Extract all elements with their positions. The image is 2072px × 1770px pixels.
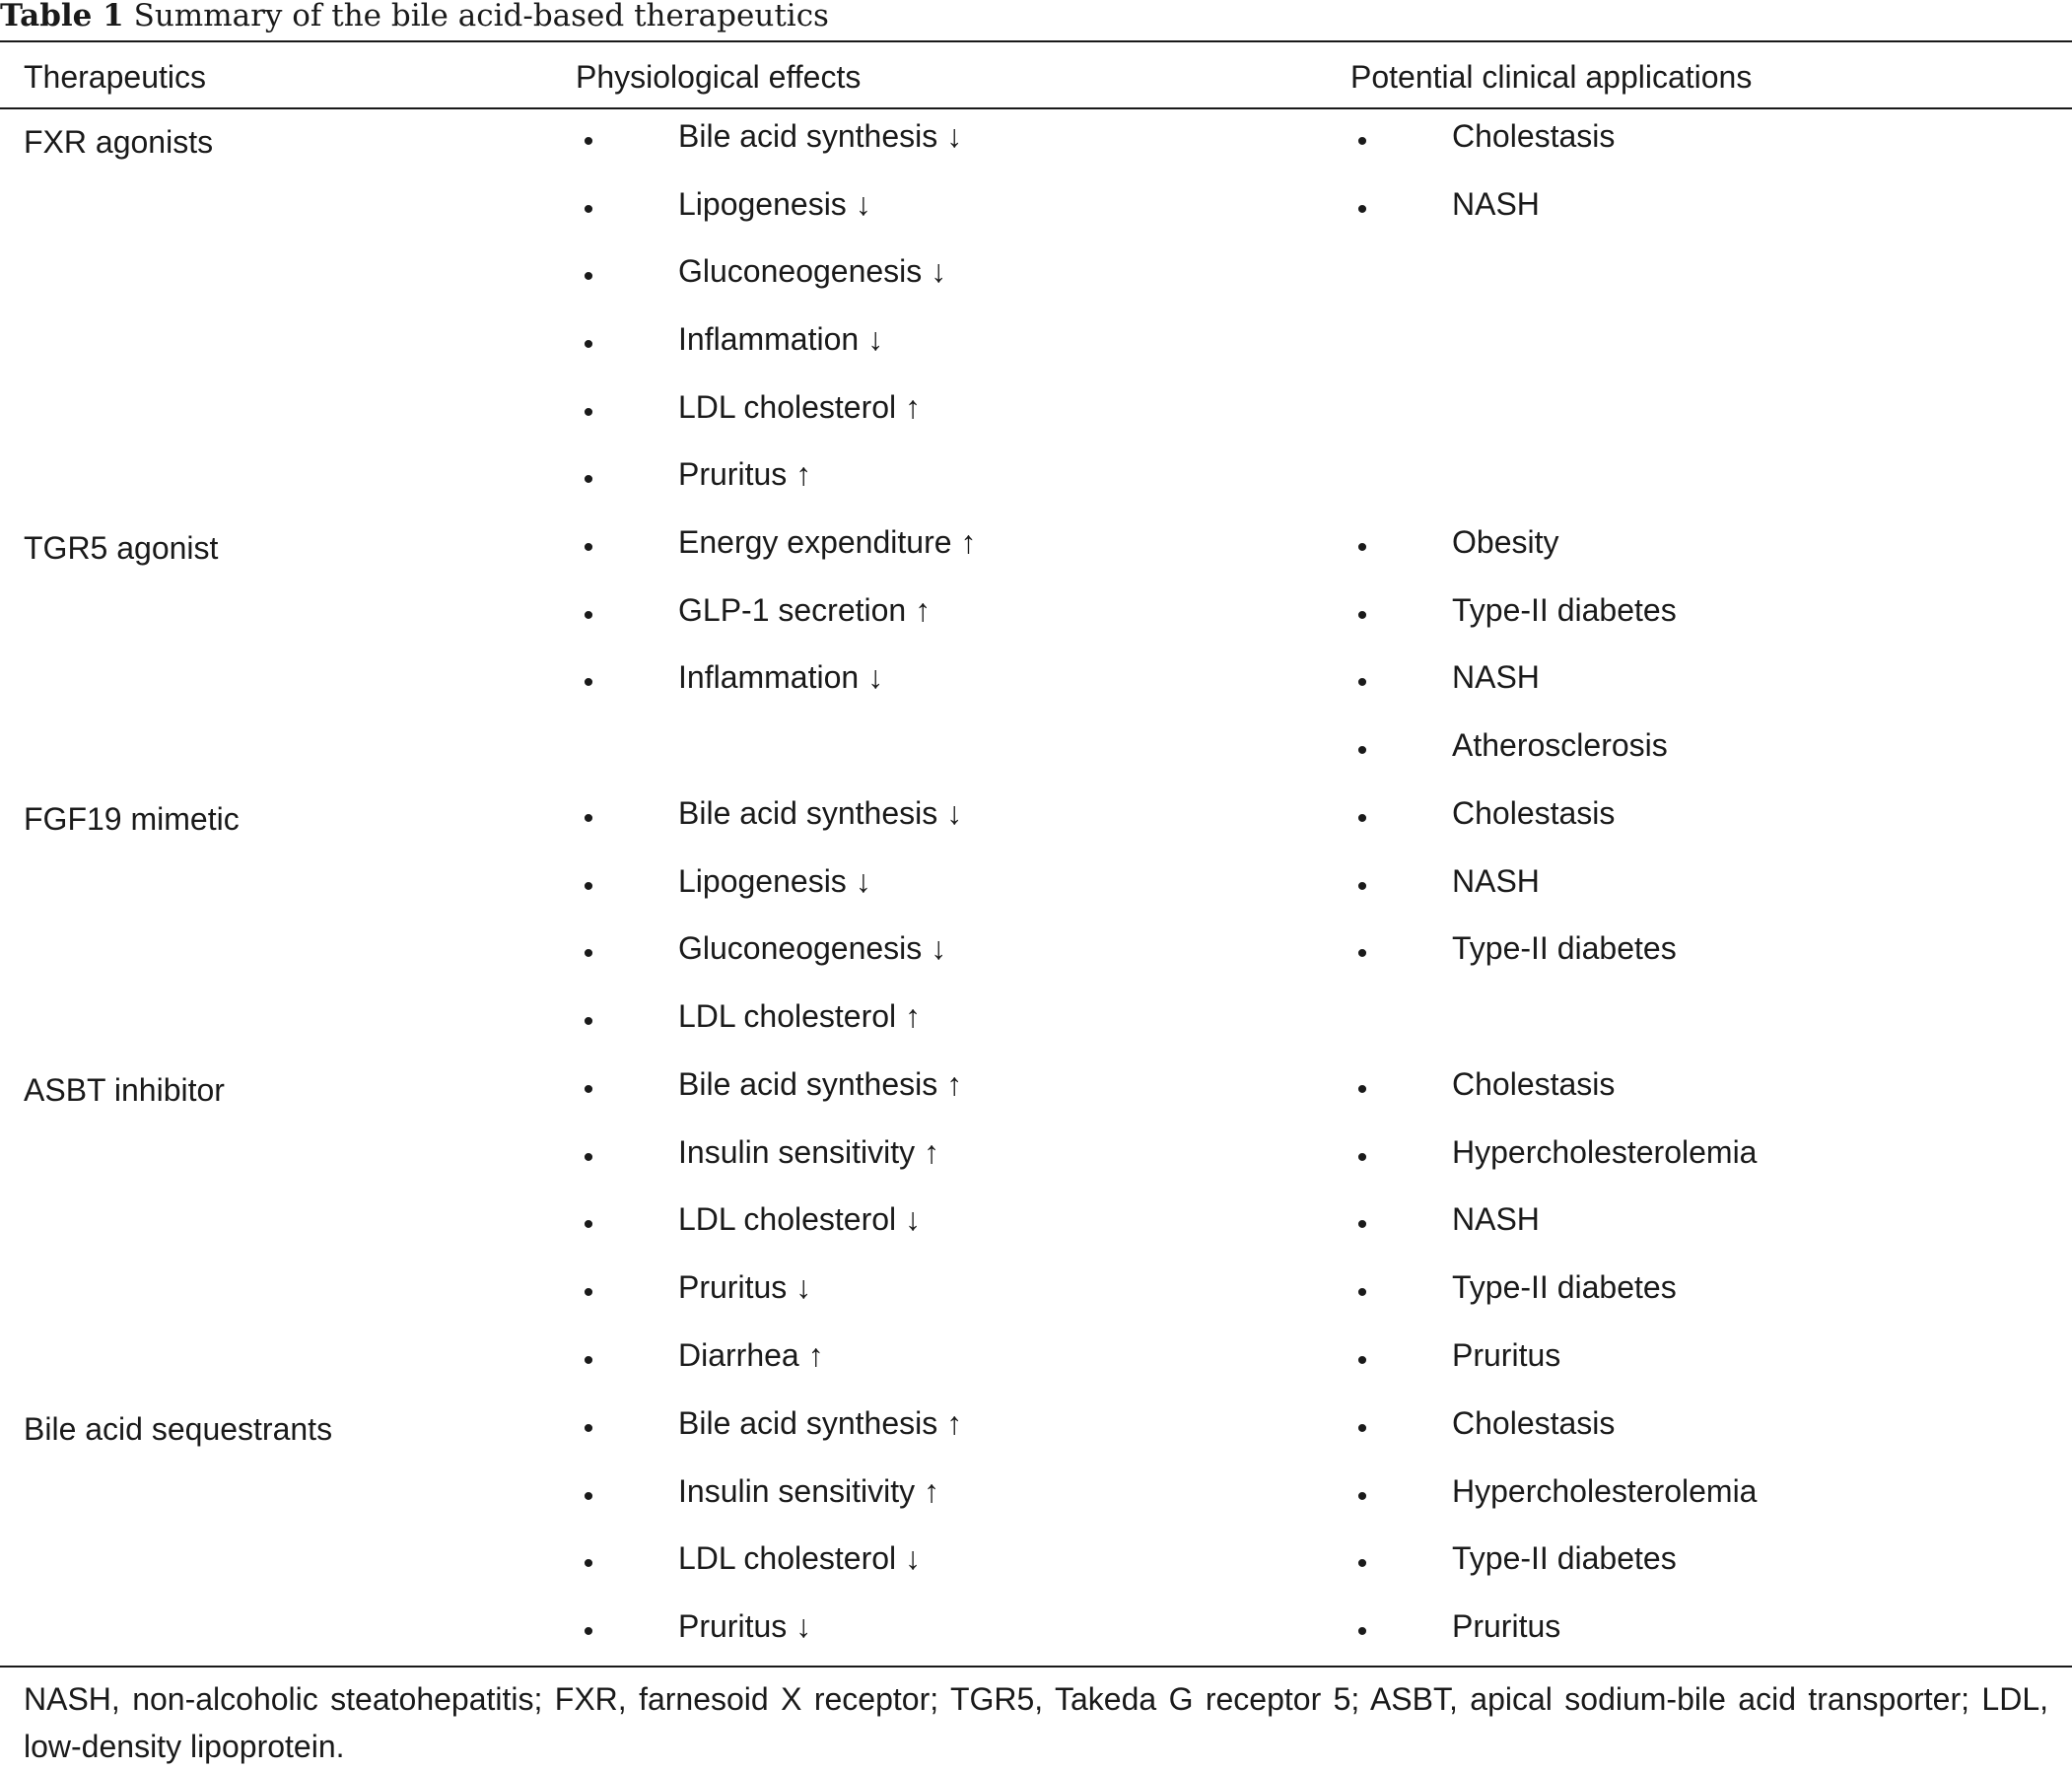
bullet-icon: • <box>1356 1547 1368 1581</box>
bullet-icon: • <box>583 260 594 294</box>
bullet-icon: • <box>1356 1615 1368 1649</box>
application-item-label: NASH <box>1452 659 1540 696</box>
application-item-label: Cholestasis <box>1452 795 1616 831</box>
bullet-icon: • <box>583 1208 594 1242</box>
bullet-icon: • <box>1356 125 1368 158</box>
effect-item-label: LDL cholesterol ↓ <box>678 1540 922 1577</box>
application-item-label: NASH <box>1452 1201 1540 1238</box>
application-item-label: Hypercholesterolemia <box>1452 1472 1758 1509</box>
effect-item-label: Pruritus ↓ <box>678 1269 812 1306</box>
bullet-icon: • <box>1356 734 1368 768</box>
application-item-label: Atherosclerosis <box>1452 727 1668 764</box>
bullet-icon: • <box>583 666 594 700</box>
effect-item-label: Pruritus ↑ <box>678 456 812 493</box>
bullet-icon: • <box>1356 1140 1368 1174</box>
bullet-icon: • <box>1356 1479 1368 1513</box>
bullet-icon: • <box>583 1343 594 1377</box>
application-item-label: Cholestasis <box>1452 1066 1616 1102</box>
table-row <box>0 1062 2072 1401</box>
effect-item-label: Bile acid synthesis ↓ <box>678 795 963 831</box>
table-title: Summary of the bile acid-based therapeutics <box>133 0 829 34</box>
bullet-icon: • <box>583 1615 594 1649</box>
bullet-icon: • <box>583 598 594 632</box>
table-row <box>0 791 2072 1062</box>
bullet-icon: • <box>583 1005 594 1039</box>
therapeutic-name: TGR5 agonist <box>24 530 219 566</box>
bullet-icon: • <box>583 1547 594 1581</box>
therapeutic-name: ASBT inhibitor <box>24 1072 225 1108</box>
bullet-icon: • <box>583 328 594 362</box>
application-item-label: Cholestasis <box>1452 1405 1616 1441</box>
bottom-rule <box>0 1666 2072 1668</box>
bullet-icon: • <box>1356 531 1368 564</box>
top-rule <box>0 40 2072 42</box>
application-item-label: NASH <box>1452 185 1540 222</box>
bullet-icon: • <box>1356 802 1368 835</box>
bullet-icon: • <box>583 125 594 158</box>
table-row <box>0 114 2072 520</box>
application-item-label: Pruritus <box>1452 1336 1561 1373</box>
application-item-label: Type-II diabetes <box>1452 1540 1677 1577</box>
therapeutic-name: FGF19 mimetic <box>24 801 240 837</box>
bullet-icon: • <box>1356 1412 1368 1445</box>
table-caption <box>0 0 829 33</box>
effect-item-label: GLP-1 secretion ↑ <box>678 591 932 628</box>
effect-item-label: Bile acid synthesis ↑ <box>678 1066 963 1102</box>
effect-item-label: LDL cholesterol ↑ <box>678 388 922 425</box>
bullet-icon: • <box>583 1412 594 1445</box>
bullet-icon: • <box>1356 1208 1368 1242</box>
bullet-icon: • <box>583 531 594 564</box>
therapeutic-name: FXR agonists <box>24 124 214 160</box>
application-item-label: Cholestasis <box>1452 118 1616 154</box>
effect-item-label: Inflammation ↓ <box>678 659 884 696</box>
effect-item-label: LDL cholesterol ↑ <box>678 998 922 1035</box>
table-label: Table 1 <box>0 0 124 34</box>
effect-item-label: Pruritus ↓ <box>678 1608 812 1645</box>
application-item-label: Type-II diabetes <box>1452 591 1677 628</box>
effect-item-label: Insulin sensitivity ↑ <box>678 1133 939 1170</box>
bullet-icon: • <box>583 1276 594 1310</box>
bullet-icon: • <box>583 1140 594 1174</box>
bullet-icon: • <box>1356 1276 1368 1310</box>
bullet-icon: • <box>1356 937 1368 971</box>
effect-item-label: Inflammation ↓ <box>678 321 884 358</box>
bullet-icon: • <box>583 1479 594 1513</box>
table-footnote: NASH, non-alcoholic steatohepatitis; FXR, farnesoid X receptor; TGR5, Takeda G receptor 5; ASBT, apical sodium-bile acid transporter; LDL, low-density lipoprotein. <box>24 1681 2048 1764</box>
effect-item-label: Lipogenesis ↓ <box>678 862 871 899</box>
bullet-icon: • <box>583 937 594 971</box>
header-physiological-effects: Physiological effects <box>576 59 862 95</box>
bullet-icon: • <box>583 869 594 903</box>
bullet-icon: • <box>1356 1073 1368 1106</box>
effect-item-label: Gluconeogenesis ↓ <box>678 930 947 967</box>
application-item-label: NASH <box>1452 862 1540 899</box>
table-row <box>0 520 2072 791</box>
effect-item-label: LDL cholesterol ↓ <box>678 1201 922 1238</box>
application-item-label: Type-II diabetes <box>1452 930 1677 967</box>
header-rule <box>0 107 2072 109</box>
effect-item-label: Gluconeogenesis ↓ <box>678 253 947 290</box>
effect-item-label: Energy expenditure ↑ <box>678 524 977 560</box>
header-clinical-applications: Potential clinical applications <box>1350 59 1753 95</box>
effect-item-label: Bile acid synthesis ↓ <box>678 118 963 154</box>
header-therapeutics: Therapeutics <box>24 59 206 95</box>
effect-item-label: Lipogenesis ↓ <box>678 185 871 222</box>
bullet-icon: • <box>583 463 594 497</box>
effect-item-label: Insulin sensitivity ↑ <box>678 1472 939 1509</box>
bullet-icon: • <box>1356 869 1368 903</box>
application-item-label: Obesity <box>1452 524 1559 560</box>
bullet-icon: • <box>583 1073 594 1106</box>
application-item-label: Type-II diabetes <box>1452 1269 1677 1306</box>
bullet-icon: • <box>1356 598 1368 632</box>
bullet-icon: • <box>583 802 594 835</box>
bullet-icon: • <box>1356 192 1368 226</box>
therapeutic-name: Bile acid sequestrants <box>24 1411 333 1447</box>
bullet-icon: • <box>1356 666 1368 700</box>
bullet-icon: • <box>583 395 594 429</box>
bullet-icon: • <box>583 192 594 226</box>
effect-item-label: Bile acid synthesis ↑ <box>678 1405 963 1441</box>
table-row <box>0 1401 2072 1672</box>
effect-item-label: Diarrhea ↑ <box>678 1336 824 1373</box>
application-item-label: Pruritus <box>1452 1608 1561 1645</box>
bullet-icon: • <box>1356 1343 1368 1377</box>
application-item-label: Hypercholesterolemia <box>1452 1133 1758 1170</box>
